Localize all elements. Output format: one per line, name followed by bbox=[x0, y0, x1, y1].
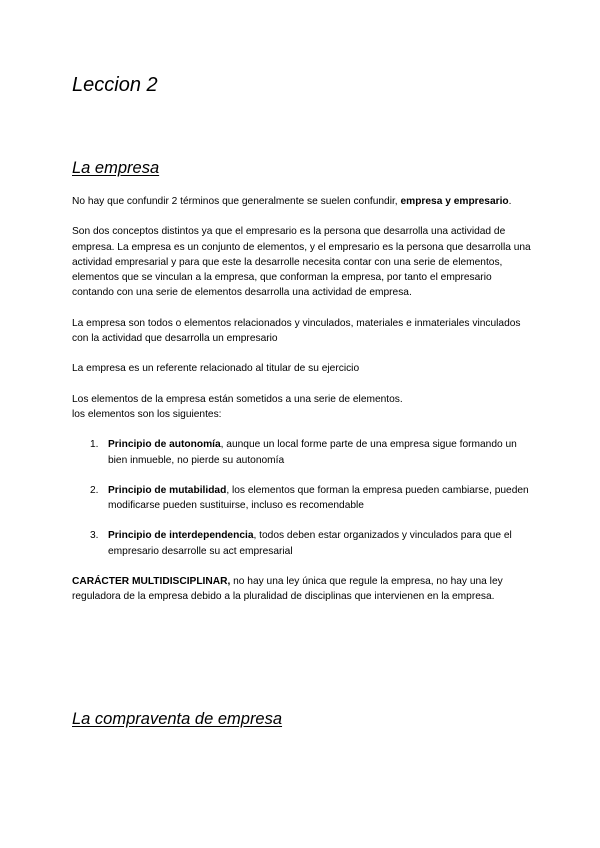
list-item-text: , los elementos que forman la empresa pueden cambiarse, pueden modificarse pueden sustituirse, incluso es recomendable bbox=[108, 484, 529, 512]
list-item-number: 2. bbox=[90, 484, 99, 496]
paragraph-list-intro bbox=[72, 392, 532, 423]
principles-list bbox=[72, 437, 532, 559]
paragraph-concepts: Son dos conceptos distintos ya que el empresario es la persona que desarrolla una actividad de empresa. La empresa es un conjunto de elementos, y el empresario es la persona que desarrolla una actividad empresarial y para que este la desarrolle necesita contar con una serie de elementos, elementos que se vinculan a la empresa, que conforman la empresa, por tanto el empresario contando con una serie de elementos desarrolla una actividad de empresa. bbox=[72, 226, 531, 299]
document-title: Leccion 2 bbox=[72, 74, 158, 96]
list-item-bold: Principio de mutabilidad bbox=[108, 484, 227, 496]
paragraph-multidisciplinar-bold: CARÁCTER MULTIDISCIPLINAR, bbox=[72, 576, 231, 588]
list-item-bold: Principio de autonomía bbox=[108, 439, 221, 451]
list-item-number: 3. bbox=[90, 530, 99, 542]
section-body bbox=[72, 194, 532, 620]
paragraph-intro-text: No hay que confundir 2 términos que generalmente se suelen confundir, bbox=[72, 196, 401, 207]
list-intro-line-2: los elementos son los siguientes: bbox=[72, 408, 222, 420]
paragraph-multidisciplinar-text: no hay una ley única que regule la empresa, no hay una ley reguladora de la empresa debido a la pluralidad de disciplinas que intervienen en la empresa. bbox=[72, 576, 503, 603]
paragraph-intro-bold: empresa y empresario bbox=[400, 196, 509, 207]
section-heading-la-empresa: La empresa bbox=[72, 159, 160, 177]
list-item-bold: Principio de interdependencia bbox=[108, 530, 254, 542]
list-item-text: , todos deben estar organizados y vinculados para que el empresario desarrolle su act empresarial bbox=[108, 530, 512, 557]
list-item-number: 1. bbox=[90, 439, 99, 451]
paragraph-referente: La empresa es un referente relacionado al titular de su ejercicio bbox=[72, 363, 360, 375]
list-item bbox=[72, 483, 532, 514]
list-item bbox=[72, 528, 532, 559]
section-heading-compraventa: La compraventa de empresa bbox=[72, 710, 283, 728]
paragraph-intro bbox=[72, 194, 532, 209]
paragraph-elements: La empresa son todos o elementos relacionados y vinculados, materiales e inmateriales vinculados con la actividad que desarrolla un empresario bbox=[72, 317, 521, 345]
paragraph-intro-end: . bbox=[508, 196, 512, 207]
list-intro-line-1: Los elementos de la empresa están sometidos a una serie de elementos. bbox=[72, 393, 403, 405]
paragraph-multidisciplinar bbox=[72, 574, 532, 605]
list-item bbox=[72, 437, 532, 468]
list-item-text: , aunque un local forme parte de una empresa sigue formando un bien inmueble, no pierde su autonomía bbox=[108, 439, 517, 466]
